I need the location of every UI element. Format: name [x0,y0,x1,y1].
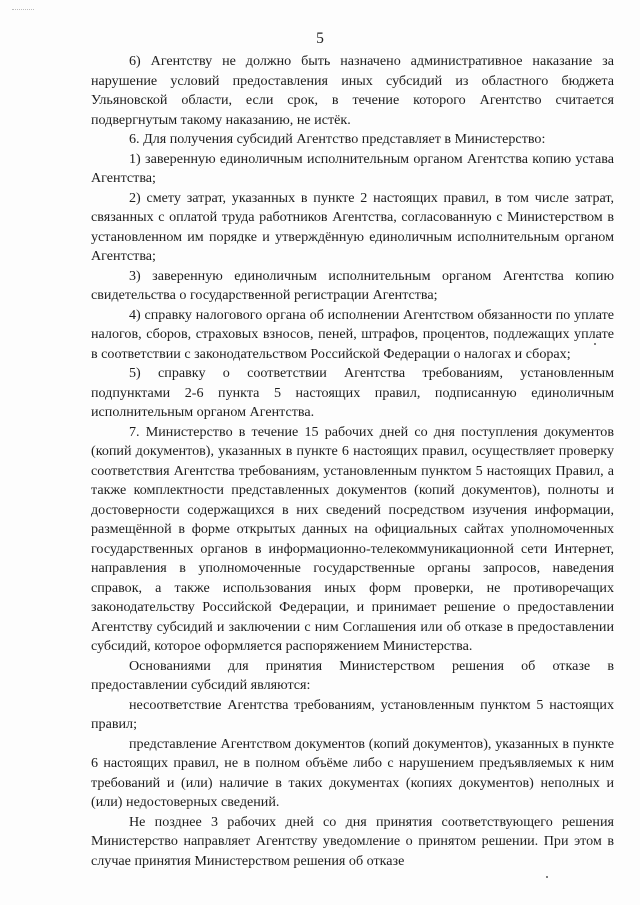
paragraph-6-4: 4) справку налогового органа об исполнении Агентством обязанности по уплате налогов, сборов, страховых взносов, пеней, штрафов, процентов, подлежащих уплате в соответствии с законодательством Российской Федерации о налогах и сборах; [91,306,614,362]
scan-corner-mark [12,9,34,11]
paragraph-6-5: 5) справку о соответствии Агентства требованиям, установленным подпунктами 2-6 пункта 5 настоящих правил, подписанную единоличным исполнительным органом Агентства. [91,365,614,420]
document-body [91,52,614,871]
scan-speck [546,876,548,878]
paragraph-6-intro: 6. Для получения субсидий Агентство представляет в Министерство: [129,131,546,147]
paragraph-5-6: 6) Агентству не должно быть назначено административное наказание за нарушение условий предоставления иных субсидий из областного бюджета Ульяновской области, если срок, в течение которого Агентство считается подвергнутым такому наказанию, не истёк. [91,53,614,128]
paragraph-refusal-ground-1: несоответствие Агентства требованиям, установленным пунктом 5 настоящих правил; [91,696,614,732]
paragraph-notification: Не позднее 3 рабочих дней со дня принятия соответствующего решения Министерство направляет Агентству уведомление о принятом решении. При этом в случае принятия Министерством решения об отказе [91,813,614,869]
paragraph-7: 7. Министерство в течение 15 рабочих дней со дня поступления документов (копий документов), указанных в пункте 6 настоящих правил, осуществляет проверку соответствия Агентства требованиям, установленным пунктом 5 настоящих Правил, а также комплектности представленных документов (копий документов), полноты и достоверности содержащихся в них сведений посредством изучения информации, размещённой в форме открытых данных на официальных сайтах уполномоченных государственных органов в информационно-телекоммуникационной сети Интернет, направления в уполномоченные государственные органы запросов, наведения справок, а также использования иных форм проверки, не противоречащих законодательству Российской Федерации, и принимает решение о предоставлении Агентству субсидий и заключении с ним Соглашения или об отказе в предоставлении субсидий, которое оформляется распоряжением Министерства. [91,423,614,654]
scan-speck [594,343,596,345]
paragraph-refusal-grounds: Основаниями для принятия Министерством решения об отказе в предоставлении субсидий являются: [91,657,614,693]
paragraph-6-2: 2) смету затрат, указанных в пункте 2 настоящих правил, в том числе затрат, связанных с оплатой труда работников Агентства, согласованную с Министерством в установленном им порядке и утверждённую единоличным исполнительным органом Агентства; [91,189,614,264]
paragraph-6-1: 1) заверенную единоличным исполнительным органом Агентства копию устава Агентства; [91,150,614,186]
paragraph-refusal-ground-2: представление Агентством документов (копий документов), указанных в пункте 6 настоящих правил, не в полном объёме либо с нарушением предъявляемых к ним требований и (или) наличие в таких документах (копиях документов) неполных и (или) недостоверных сведений. [91,735,614,810]
paragraph-6-3: 3) заверенную единоличным исполнительным органом Агентства копию свидетельства о государственной регистрации Агентства; [91,267,614,303]
page-number: 5 [316,30,324,47]
